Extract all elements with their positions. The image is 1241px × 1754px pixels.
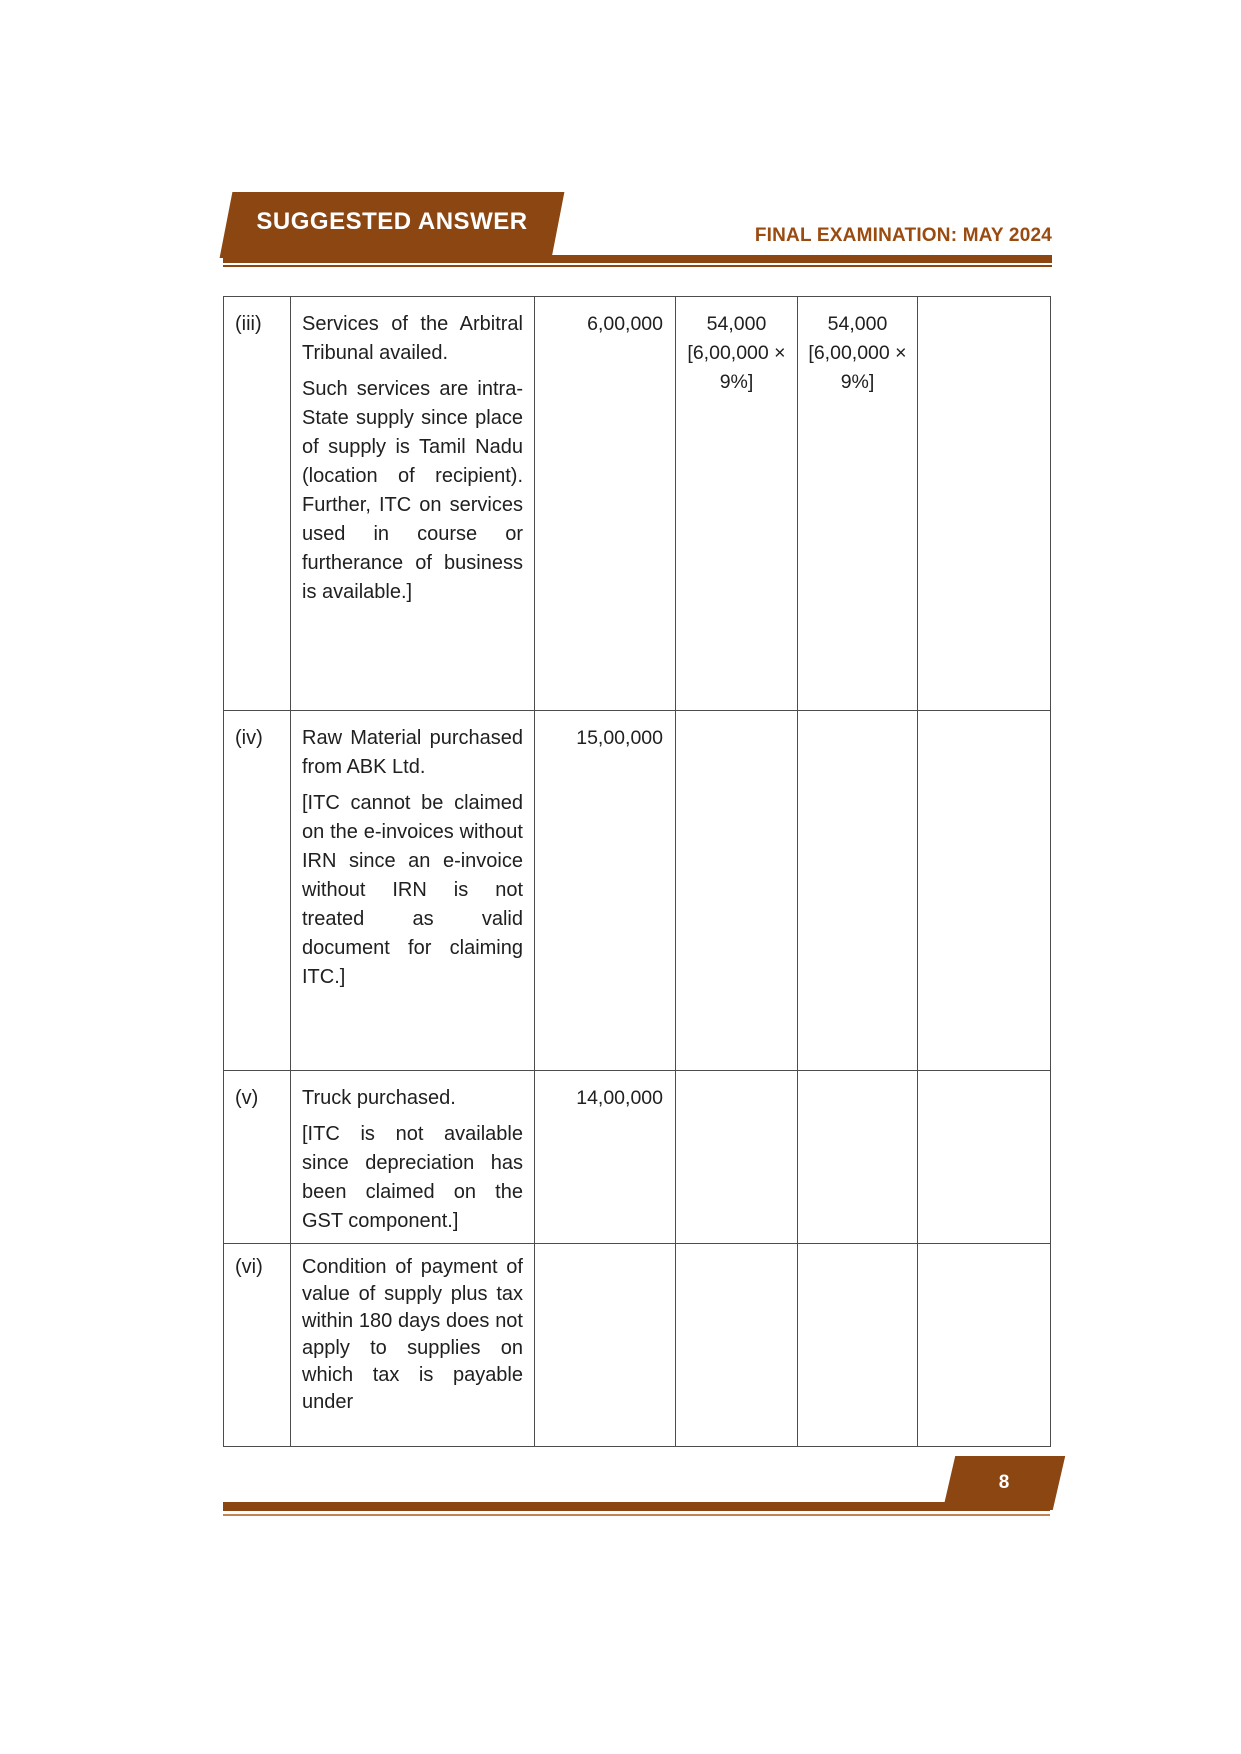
- page-number: 8: [998, 1472, 1010, 1493]
- cgst-cell: [676, 711, 798, 1071]
- description-paragraph: [ITC cannot be claimed on the e-invoices without IRN since an e-invoice without IRN is not treated as valid document for claiming ITC.]: [302, 792, 523, 988]
- description-cell: [291, 711, 535, 1071]
- suggested-answer-banner: [226, 192, 558, 258]
- footer-rule-thick: [223, 1502, 1050, 1511]
- taxable-value-cell: 15,00,000: [535, 711, 676, 1071]
- cgst-cell: [676, 1244, 798, 1447]
- description-paragraph: Such services are intra-State supply since place of supply is Tamil Nadu (location of recipient). Further, ITC on services used in course or furtherance of business is available.]: [302, 378, 523, 603]
- header-rule-thick: [223, 255, 1052, 263]
- igst-cell: [918, 711, 1051, 1071]
- sgst-cell: [798, 297, 918, 711]
- table-row: [224, 297, 1051, 711]
- banner-label: SUGGESTED ANSWER: [256, 208, 528, 235]
- page-number-badge: [949, 1456, 1059, 1510]
- igst-cell: [918, 1071, 1051, 1244]
- description-paragraph: Truck purchased.: [302, 1087, 456, 1109]
- cgst-cell: [676, 297, 798, 711]
- sgst-formula: [6,00,000 × 9%]: [808, 342, 907, 393]
- sgst-cell: [798, 1244, 918, 1447]
- taxable-value-cell: 6,00,000: [535, 297, 676, 711]
- cgst-cell: [676, 1071, 798, 1244]
- answer-table: [223, 296, 1051, 1447]
- row-label-cell: (vi): [224, 1244, 291, 1447]
- sgst-cell: [798, 1071, 918, 1244]
- row-label-cell: (iii): [224, 297, 291, 711]
- table-row: [224, 711, 1051, 1071]
- description-paragraph: Condition of payment of value of supply plus tax within 180 days does not apply to supplies on which tax is payable under: [302, 1256, 523, 1413]
- sgst-amount: 54,000: [827, 313, 888, 335]
- description-paragraph: [ITC is not available since depreciation has been claimed on the GST component.]: [302, 1123, 523, 1232]
- exam-title: FINAL EXAMINATION: MAY 2024: [754, 225, 1052, 246]
- table-row: [224, 1071, 1051, 1244]
- header-rule-thin: [223, 265, 1052, 267]
- description-cell: [291, 1071, 535, 1244]
- footer-rule-thin: [223, 1514, 1050, 1516]
- row-label-cell: (v): [224, 1071, 291, 1244]
- row-label-cell: (iv): [224, 711, 291, 1071]
- description-paragraph: Raw Material purchased from ABK Ltd.: [302, 727, 523, 778]
- table-row: [224, 1244, 1051, 1447]
- description-cell: [291, 1244, 535, 1447]
- description-cell: [291, 297, 535, 711]
- taxable-value-cell: [535, 1244, 676, 1447]
- taxable-value-cell: 14,00,000: [535, 1071, 676, 1244]
- igst-cell: [918, 297, 1051, 711]
- description-paragraph: Services of the Arbitral Tribunal availed.: [302, 313, 523, 364]
- cgst-formula: [6,00,000 × 9%]: [687, 342, 786, 393]
- sgst-cell: [798, 711, 918, 1071]
- igst-cell: [918, 1244, 1051, 1447]
- cgst-amount: 54,000: [706, 313, 767, 335]
